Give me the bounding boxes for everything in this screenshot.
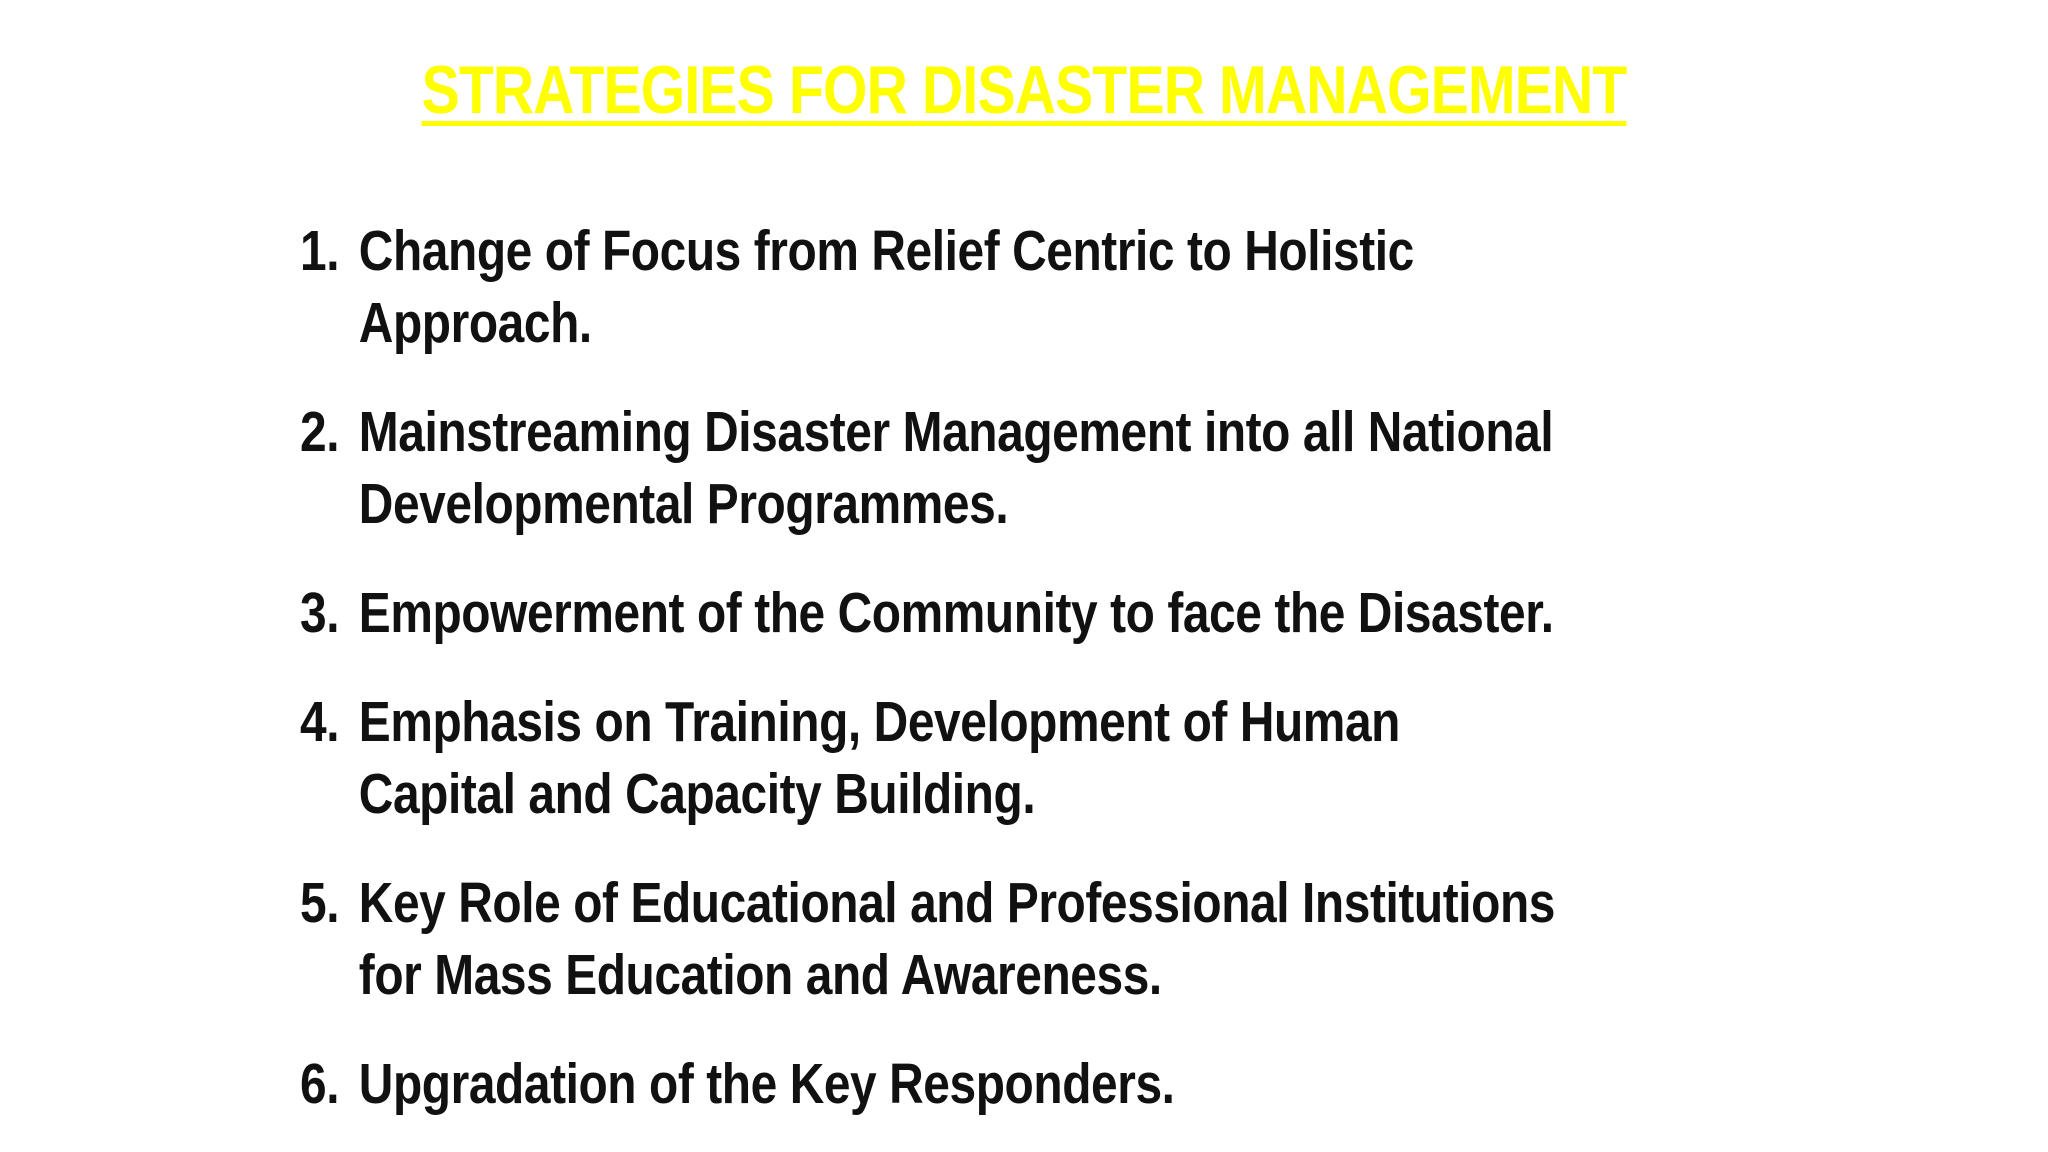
list-item bbox=[300, 215, 1560, 359]
list-item-text: Key Role of Educational and Professional Institutions for Mass Education and Awareness. bbox=[358, 871, 1555, 1007]
list-item-text: Emphasis on Training, Development of Human Capital and Capacity Building. bbox=[358, 690, 1400, 826]
list-item-text: Upgradation of the Key Responders. bbox=[358, 1052, 1175, 1116]
slide-title-text: STRATEGIES FOR DISASTER MANAGEMENT bbox=[421, 52, 1627, 128]
list-item bbox=[300, 1048, 1560, 1120]
list-item bbox=[300, 396, 1560, 540]
list-item bbox=[300, 686, 1560, 830]
list-item-number: 1. bbox=[300, 219, 340, 283]
list-item-number: 3. bbox=[300, 581, 340, 645]
list-item bbox=[300, 867, 1560, 1011]
list-item-number: 2. bbox=[300, 400, 340, 464]
list-item-text: Mainstreaming Disaster Management into all National Developmental Programmes. bbox=[358, 400, 1554, 536]
list-item-number: 6. bbox=[300, 1052, 340, 1116]
strategy-list bbox=[300, 215, 1560, 1152]
list-item-number: 5. bbox=[300, 871, 340, 935]
list-item-text: Empowerment of the Community to face the Disaster. bbox=[358, 581, 1554, 645]
list-item bbox=[300, 577, 1560, 649]
list-item-number: 4. bbox=[300, 690, 340, 754]
slide-title bbox=[164, 48, 1884, 132]
list-item-text: Change of Focus from Relief Centric to Holistic Approach. bbox=[358, 219, 1414, 355]
